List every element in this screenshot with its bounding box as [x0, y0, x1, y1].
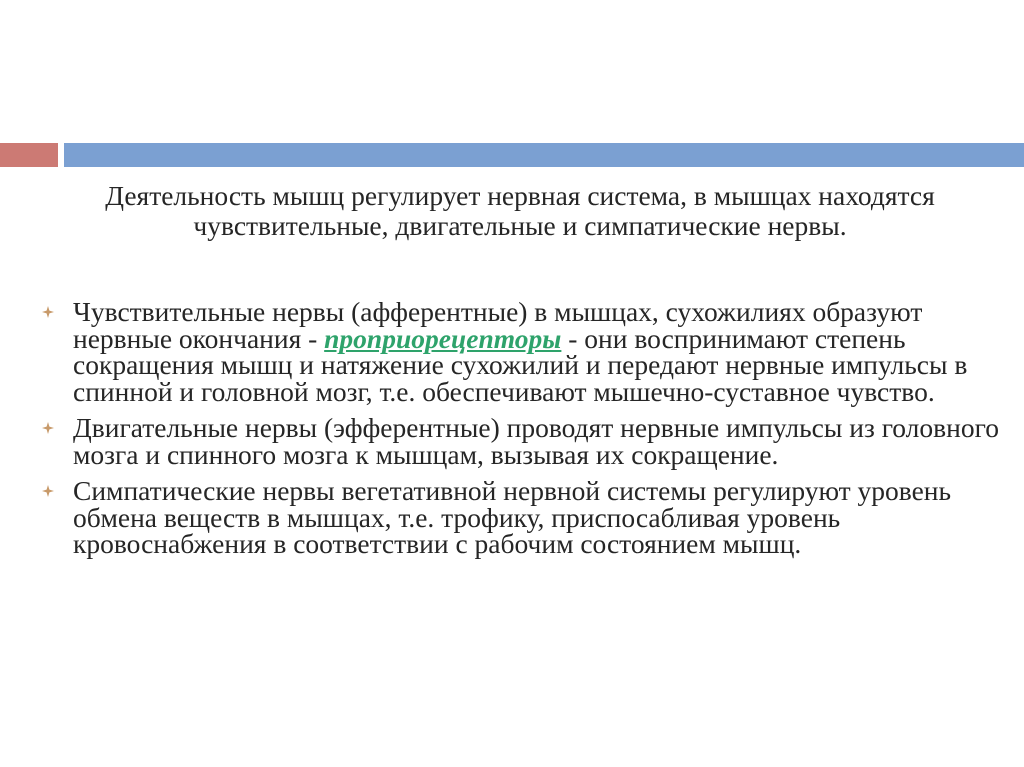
highlight-term-link[interactable]: проприорецепторы: [324, 322, 562, 354]
bullet-item-motor-nerves: [42, 412, 1002, 470]
intro-line-1: Деятельность мышц регулирует нервная система, в мышцах находятся: [105, 180, 935, 211]
bullet-text-after: - они воспринимают степень сокращения мышц и натяжение сухожилий и передают нервные импульсы в спинной и головной мозг, т.е. обеспечивают мышечно-суставное чувство.: [73, 322, 968, 407]
diamond-bullet-icon: [42, 485, 54, 497]
accent-bar-right: [64, 143, 1024, 167]
bullet-list: [42, 296, 1002, 568]
diamond-bullet-icon: [42, 306, 54, 318]
bullet-text: Двигательные нервы (эфферентные) проводят нервные импульсы из головного мозга и спинного мозга к мышцам, вызывая их сокращение.: [73, 412, 999, 470]
bullet-item-sympathetic-nerves: [42, 475, 1002, 559]
diamond-bullet-icon: [42, 422, 54, 434]
intro-line-2: чувствительные, двигательные и симпатические нервы.: [193, 210, 847, 241]
intro-text: [40, 181, 1000, 241]
bullet-text: Симпатические нервы вегетативной нервной системы регулируют уровень обмена веществ в мышцах, т.е. трофику, приспосабливая уровень кровоснабжения в соответствии с рабочим состоянием мышц.: [73, 475, 952, 559]
accent-bar-left: [0, 143, 58, 167]
bullet-text-before: Чувствительные нервы (афферентные) в мышцах, сухожилиях образуют нервные окончания -: [73, 296, 923, 354]
bullet-item-proprioceptors: [42, 296, 1002, 407]
